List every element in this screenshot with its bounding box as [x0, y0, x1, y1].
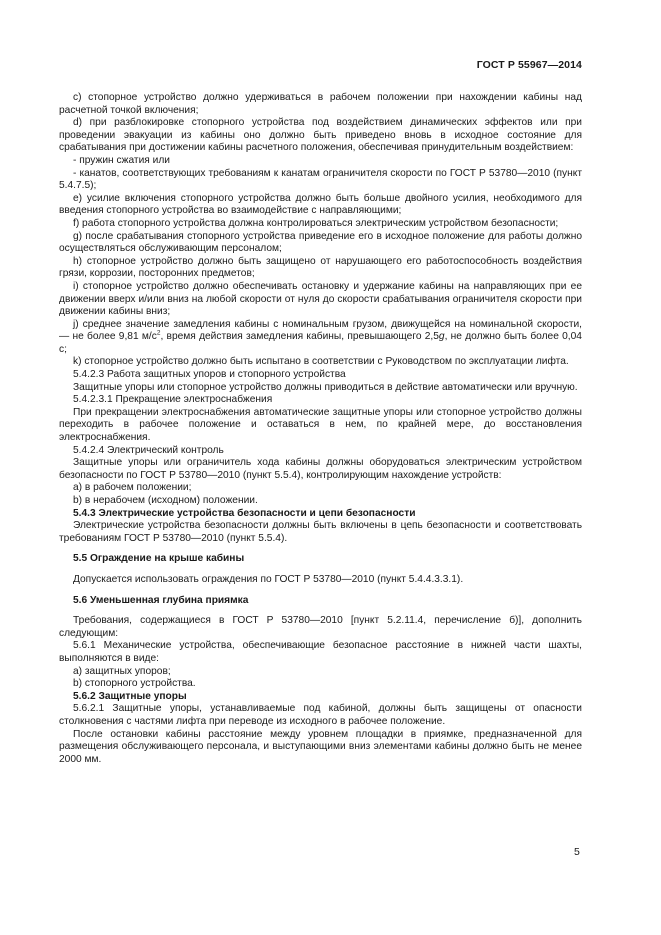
paragraph-j-italic-g: g: [438, 331, 445, 343]
paragraph-i: i) стопорное устройство должно обеспечивать остановку и удержание кабины на направляющих при ее движении вверх и/или вниз на любой скорости от нуля до скорости срабатывания ограничителя скорости при движении кабины вниз;: [59, 280, 582, 318]
paragraph-d: d) при разблокировке стопорного устройства под воздействием динамических эффектов или при проведении эвакуации из кабины оно должно быть приведено вновь в исходное состояние для срабатывания при достижении кабины расчетного положения, обеспечивая принудительным воздействием:: [59, 117, 582, 154]
paragraph-5-6-1: 5.6.1 Механические устройства, обеспечивающие безопасное расстояние в нижней части шахты, выполняются в виде:: [59, 640, 582, 664]
paragraph-ropes: - канатов, соответствующих требованиям к канатам ограничителя скорости по ГОСТ Р 53780—2010 (пункт 5.4.7.5);: [59, 167, 582, 192]
heading-5-4-2-3: 5.4.2.3 Работа защитных упоров и стопорного устройства: [73, 369, 346, 381]
paragraph-g: g) после срабатывания стопорного устройства приведение его в исходное положение для работы должно осуществляться обслуживающим персоналом;: [59, 230, 582, 255]
paragraph-5-4-2-4-text: Защитные упоры или ограничитель хода кабины должны оборудоваться электрическим устройством безопасности по ГОСТ Р 53780—2010 (пункт 5.5.4), контролирующим нахождение устройств:: [59, 457, 582, 481]
heading-5-5: 5.5 Ограждение на крыше кабины: [73, 553, 245, 565]
list-item-b-nonworking: b) в нерабочем (исходном) положении.: [73, 495, 258, 506]
paragraph-5-4-2-3-text: Защитные упоры или стопорное устройство должны приводиться в действие автоматически или вручную.: [73, 381, 578, 393]
list-item-b-locking: b) стопорного устройства.: [73, 678, 196, 690]
paragraph-j-part2: , время действия замедления кабины, превышающего 2,5: [160, 331, 439, 343]
heading-5-4-3: 5.4.3 Электрические устройства безопасности и цепи безопасности: [73, 507, 416, 519]
heading-5-6: 5.6 Уменьшенная глубина приямка: [73, 594, 249, 606]
document-header: ГОСТ Р 55967—2014: [476, 59, 582, 71]
paragraph-c: с) стопорное устройство должно удерживаться в рабочем положении при нахождении кабины над расчетной точкой включения;: [59, 92, 582, 116]
document-body: [59, 92, 582, 766]
paragraph-5-4-3-text: Электрические устройства безопасности должны быть включены в цепь безопасности и соответствовать требованиям ГОСТ Р 53780—2010 (пункт 5.5.4).: [59, 520, 582, 544]
heading-5-4-2-3-1: 5.4.2.3.1 Прекращение электроснабжения: [73, 394, 273, 406]
heading-5-6-2: 5.6.2 Защитные упоры: [73, 690, 187, 702]
paragraph-f: f) работа стопорного устройства должна контролироваться электрическим устройством безопасности;: [73, 217, 559, 229]
paragraph-springs: - пружин сжатия или: [73, 154, 170, 166]
paragraph-after-stop: После остановки кабины расстояние между уровнем площадки в приямке, предназначенной для размещения обслуживающего персонала, и выступающими вниз элементами кабины должно быть не менее 2000 мм.: [59, 728, 582, 765]
list-item-a-working: а) в рабочем положении;: [73, 482, 192, 494]
paragraph-5-4-2-3-1-text: При прекращении электроснабжения автоматические защитные упоры или стопорное устройство должны переходить в рабочее положение и оставаться в нем, по крайней мере, до восстановления электроснабжения.: [59, 406, 582, 444]
paragraph-j: [59, 319, 582, 357]
paragraph-5-6-text: Требования, содержащиеся в ГОСТ Р 53780—2010 [пункт 5.2.11.4, перечисление б)], дополнить следующим:: [59, 615, 582, 639]
paragraph-j-part3: , не должно быть более 0,04 с;: [59, 331, 582, 355]
paragraph-e: е) усилие включения стопорного устройства должно быть больше двойного усилия, необходимого для введения стопорного устройства во взаимодействие с направляющими;: [59, 192, 582, 217]
page-number: 5: [574, 846, 580, 858]
list-item-a-stops: а) защитных упоров;: [73, 665, 171, 677]
paragraph-j-sup: 2: [156, 329, 161, 337]
paragraph-j-part1: j) среднее значение замедления кабины с номинальным грузом, движущейся на номинальной скорости, — не более 9,81 м/с: [59, 318, 582, 343]
paragraph-5-5-text: Допускается использовать ограждения по ГОСТ Р 53780—2010 (пункт 5.4.4.3.3.1).: [73, 573, 464, 585]
paragraph-k: k) стопорное устройство должно быть испытано в соответствии с Руководством по эксплуатации лифта.: [73, 356, 569, 368]
heading-5-4-2-4: 5.4.2.4 Электрический контроль: [73, 444, 224, 456]
paragraph-h: h) стопорное устройство должно быть защищено от нарушающего его работоспособность воздействия грязи, коррозии, посторонних предметов;: [59, 255, 582, 280]
paragraph-5-6-2-1: 5.6.2.1 Защитные упоры, устанавливаемые под кабиной, должны быть защищены от опасности столкновения с частями лифта при переводе из исходного в рабочее положение.: [59, 703, 582, 727]
